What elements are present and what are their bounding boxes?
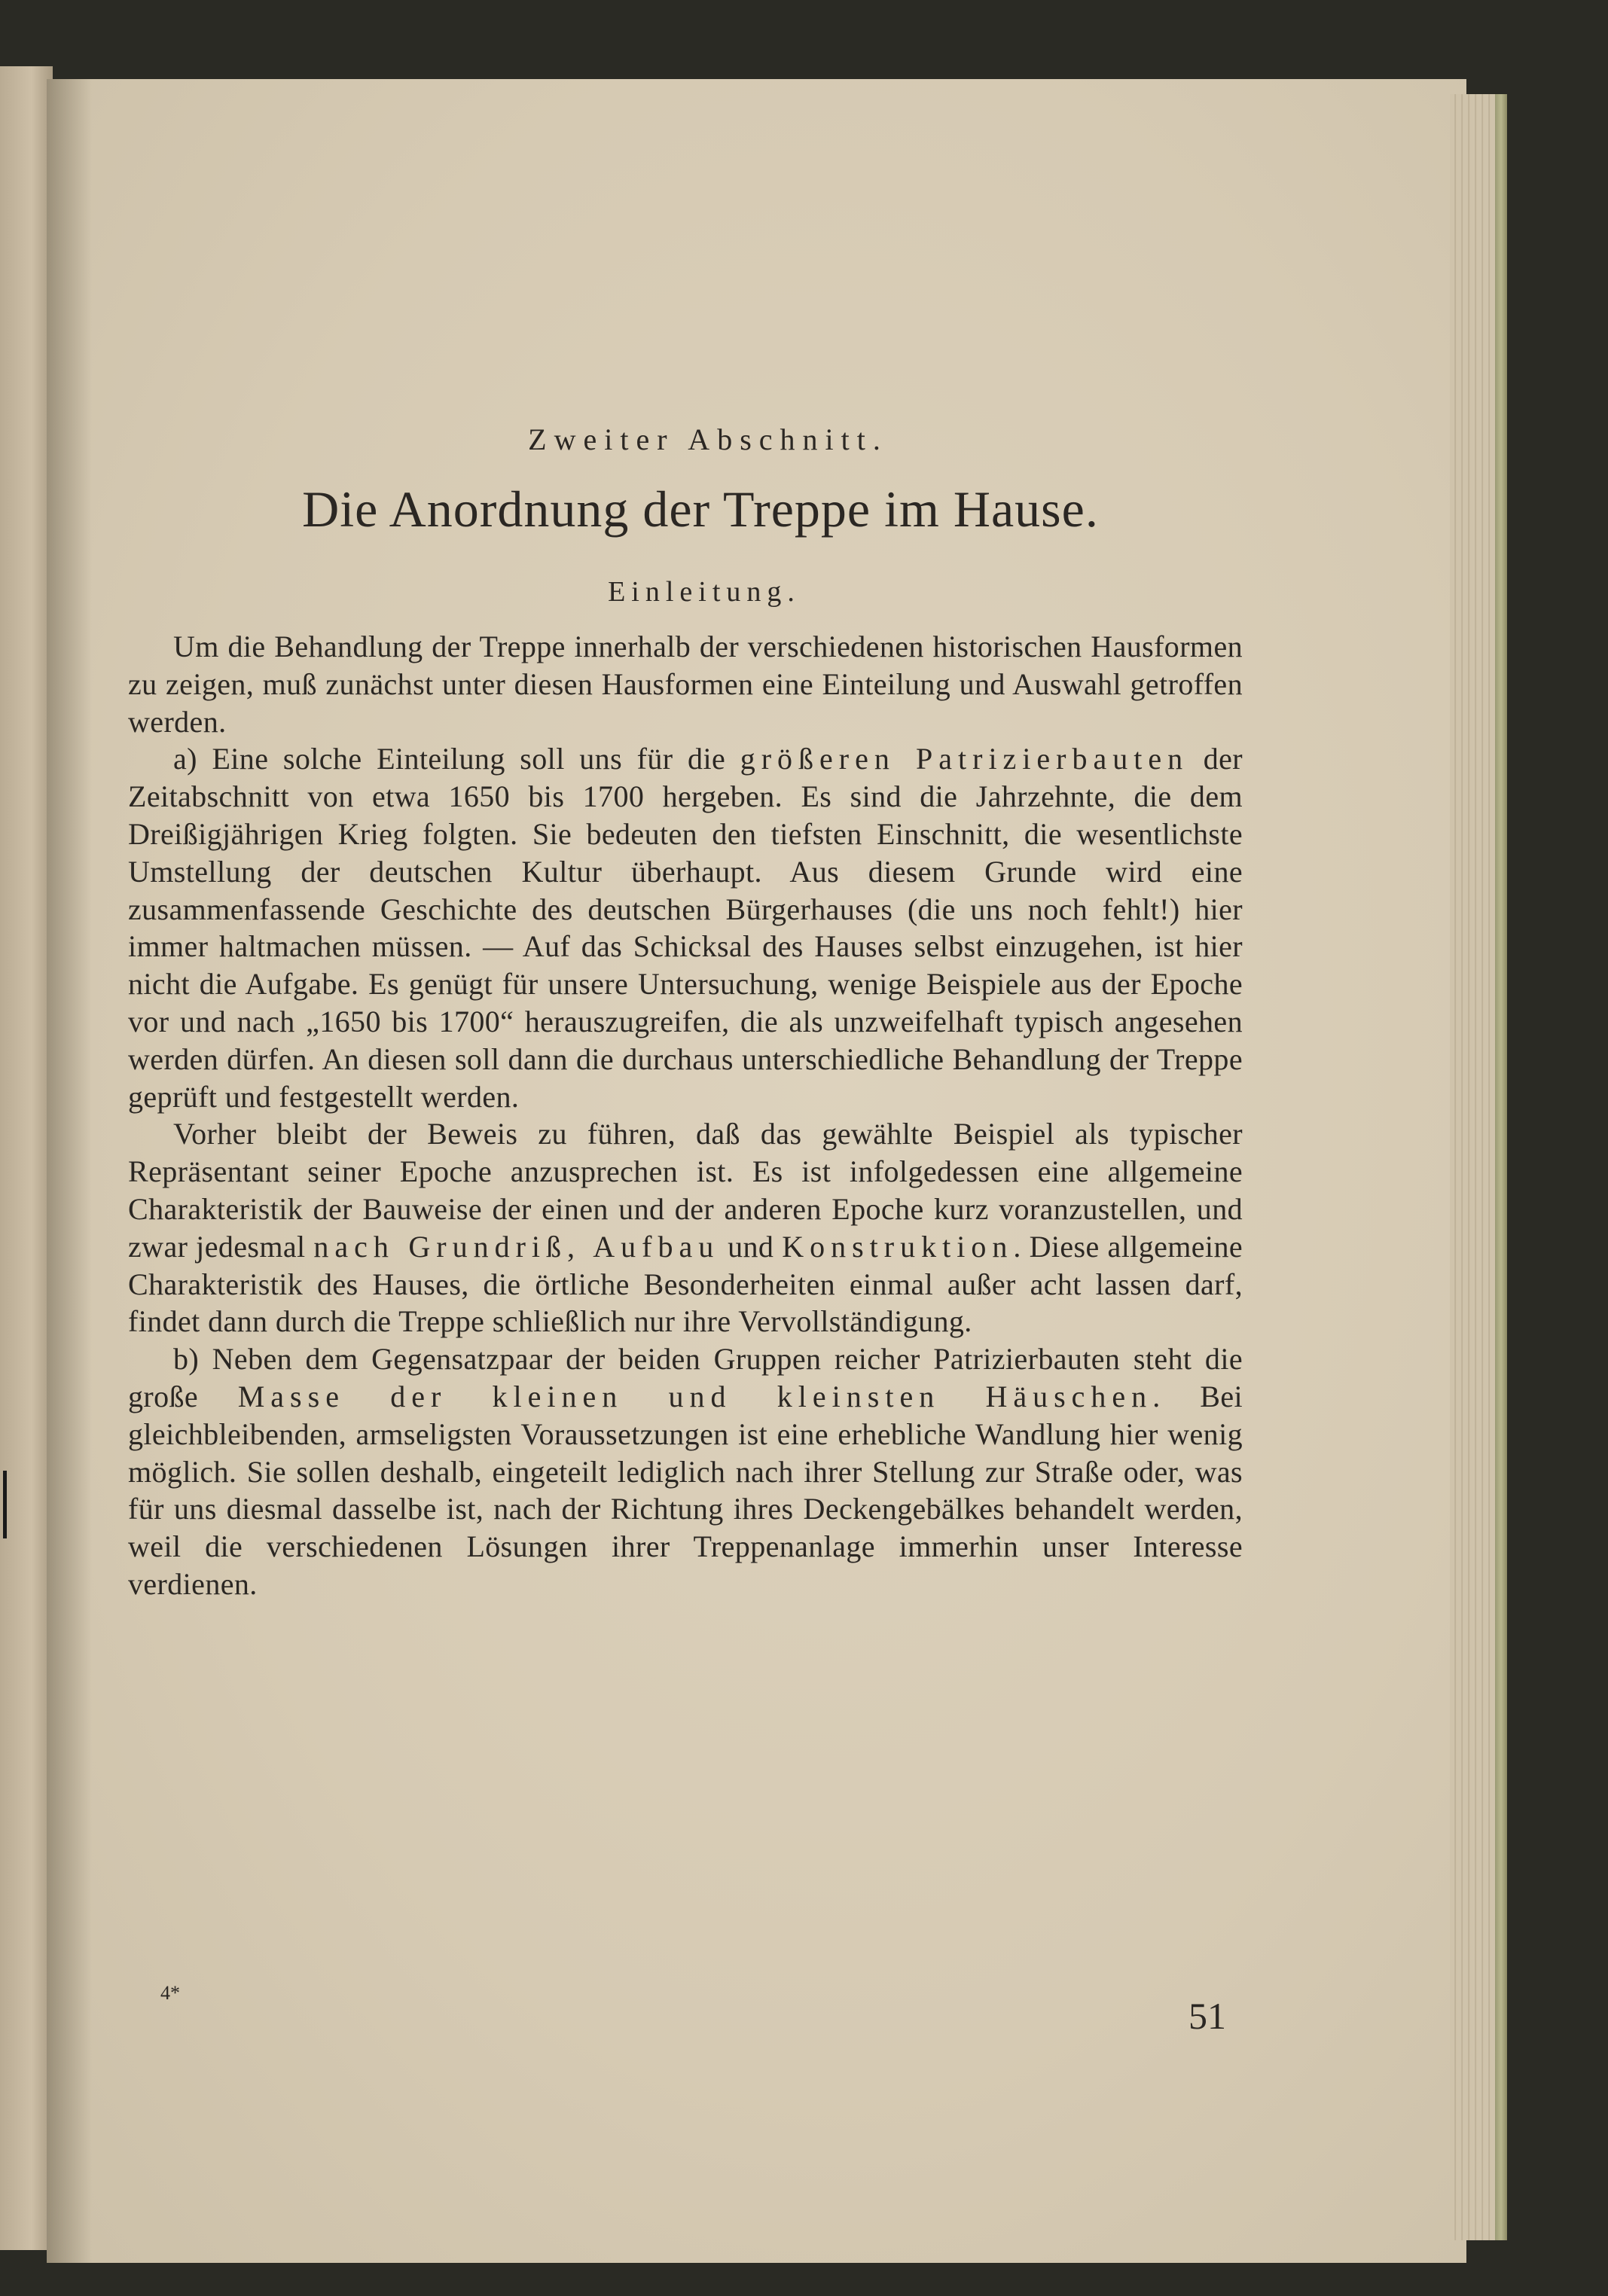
page-number: 51: [1188, 1995, 1226, 2037]
paragraph-3-text-e: . Diese allgemeine Charakteristik des Hauses, die örtliche Besonderheiten einmal außer acht lassen darf, findet dann durch die Treppe schließlich nur ihre Vervollständigung.: [128, 1229, 1243, 1339]
chapter-title: Die Anordnung der Treppe im Hause.: [302, 480, 1099, 538]
emphasis-patrizierbauten: größeren Patrizierbauten: [740, 742, 1189, 776]
signature-mark: 4*: [160, 1982, 180, 2004]
paragraph-1: Um die Behandlung der Treppe innerhalb der verschiedenen historischen Hausformen zu zeigen, muß zunächst unter diesen Hausformen eine Einteilung und Auswahl getroffen werden.: [128, 630, 1243, 739]
paragraph-4: [128, 1340, 1243, 1603]
paragraph-3: [128, 1115, 1243, 1340]
gutter-shadow: [47, 79, 92, 2263]
paragraph-4-text-a: b) Neben dem Gegensatzpaar der beiden Gruppen reicher Patrizierbauten steht die große: [128, 1342, 1243, 1413]
paragraph-3-text-c: und: [719, 1229, 783, 1264]
emphasis-masse-haeuschen: Masse der kleinen und kleinsten Häuschen: [237, 1379, 1153, 1413]
paragraph-2: [128, 740, 1243, 1115]
emphasis-konstruktion: Konstruktion: [782, 1229, 1014, 1264]
intro-heading: Einleitung.: [608, 576, 801, 608]
paragraph-2-text-c: der Zeitabschnitt von etwa 1650 bis 1700 hergeben. Es sind die Jahrzehnte, die dem Dreißigjährigen Krieg folgten. Sie bedeuten den tiefsten Einschnitt, die wesentlichste Umstellung der deutschen Kultur überhaupt. Aus diesem Grunde wird eine zusammenfassende Geschichte des deutschen Bürgerhauses (die uns noch fehlt!) hier immer haltmachen müssen. — Auf das Schicksal des Hauses selbst einzugehen, ist hier nicht die Aufgabe. Es genügt für unsere Untersuchung, wenige Beispiele aus der Epoche vor und nach „1650 bis 1700“ herauszugreifen, die als unzweifelhaft typisch angesehen werden dürfen. An diesen soll dann die durchaus unterschiedliche Behandlung der Treppe geprüft und festgestellt werden.: [128, 742, 1243, 1114]
facing-page-mark: [3, 1471, 7, 1538]
paragraph-4-text-c: . Bei gleichbleibenden, armseligsten Voraussetzungen ist eine erhebliche Wandlung hier wenig möglich. Sie sollen deshalb, eingeteilt lediglich nach ihrer Stellung zur Straße oder, was für uns diesmal dasselbe ist, nach der Richtung ihres Deckengebälkes behandelt werden, weil die verschiedenen Lösungen ihrer Treppenanlage immerhin unser Interesse verdienen.: [128, 1379, 1243, 1601]
paragraph-2-text-a: a) Eine solche Einteilung soll uns für die: [173, 742, 740, 776]
paragraph-3-text-a: Vorher bleibt der Beweis zu führen, daß das gewählte Beispiel als typischer Repräsentant seiner Epoche anzusprechen ist. Es ist infolgedessen eine allgemeine Charakteristik der Bauweise der einen und der anderen Epoche kurz voranzustellen, und zwar jedesmal: [128, 1117, 1243, 1264]
emphasis-grundriss-aufbau: nach Grundriß, Aufbau: [313, 1229, 720, 1264]
section-label: Zweiter Abschnitt.: [528, 422, 888, 456]
page-content: [128, 422, 1243, 1603]
cover-edge: [1495, 94, 1507, 2240]
facing-page-edge: [0, 66, 53, 2250]
